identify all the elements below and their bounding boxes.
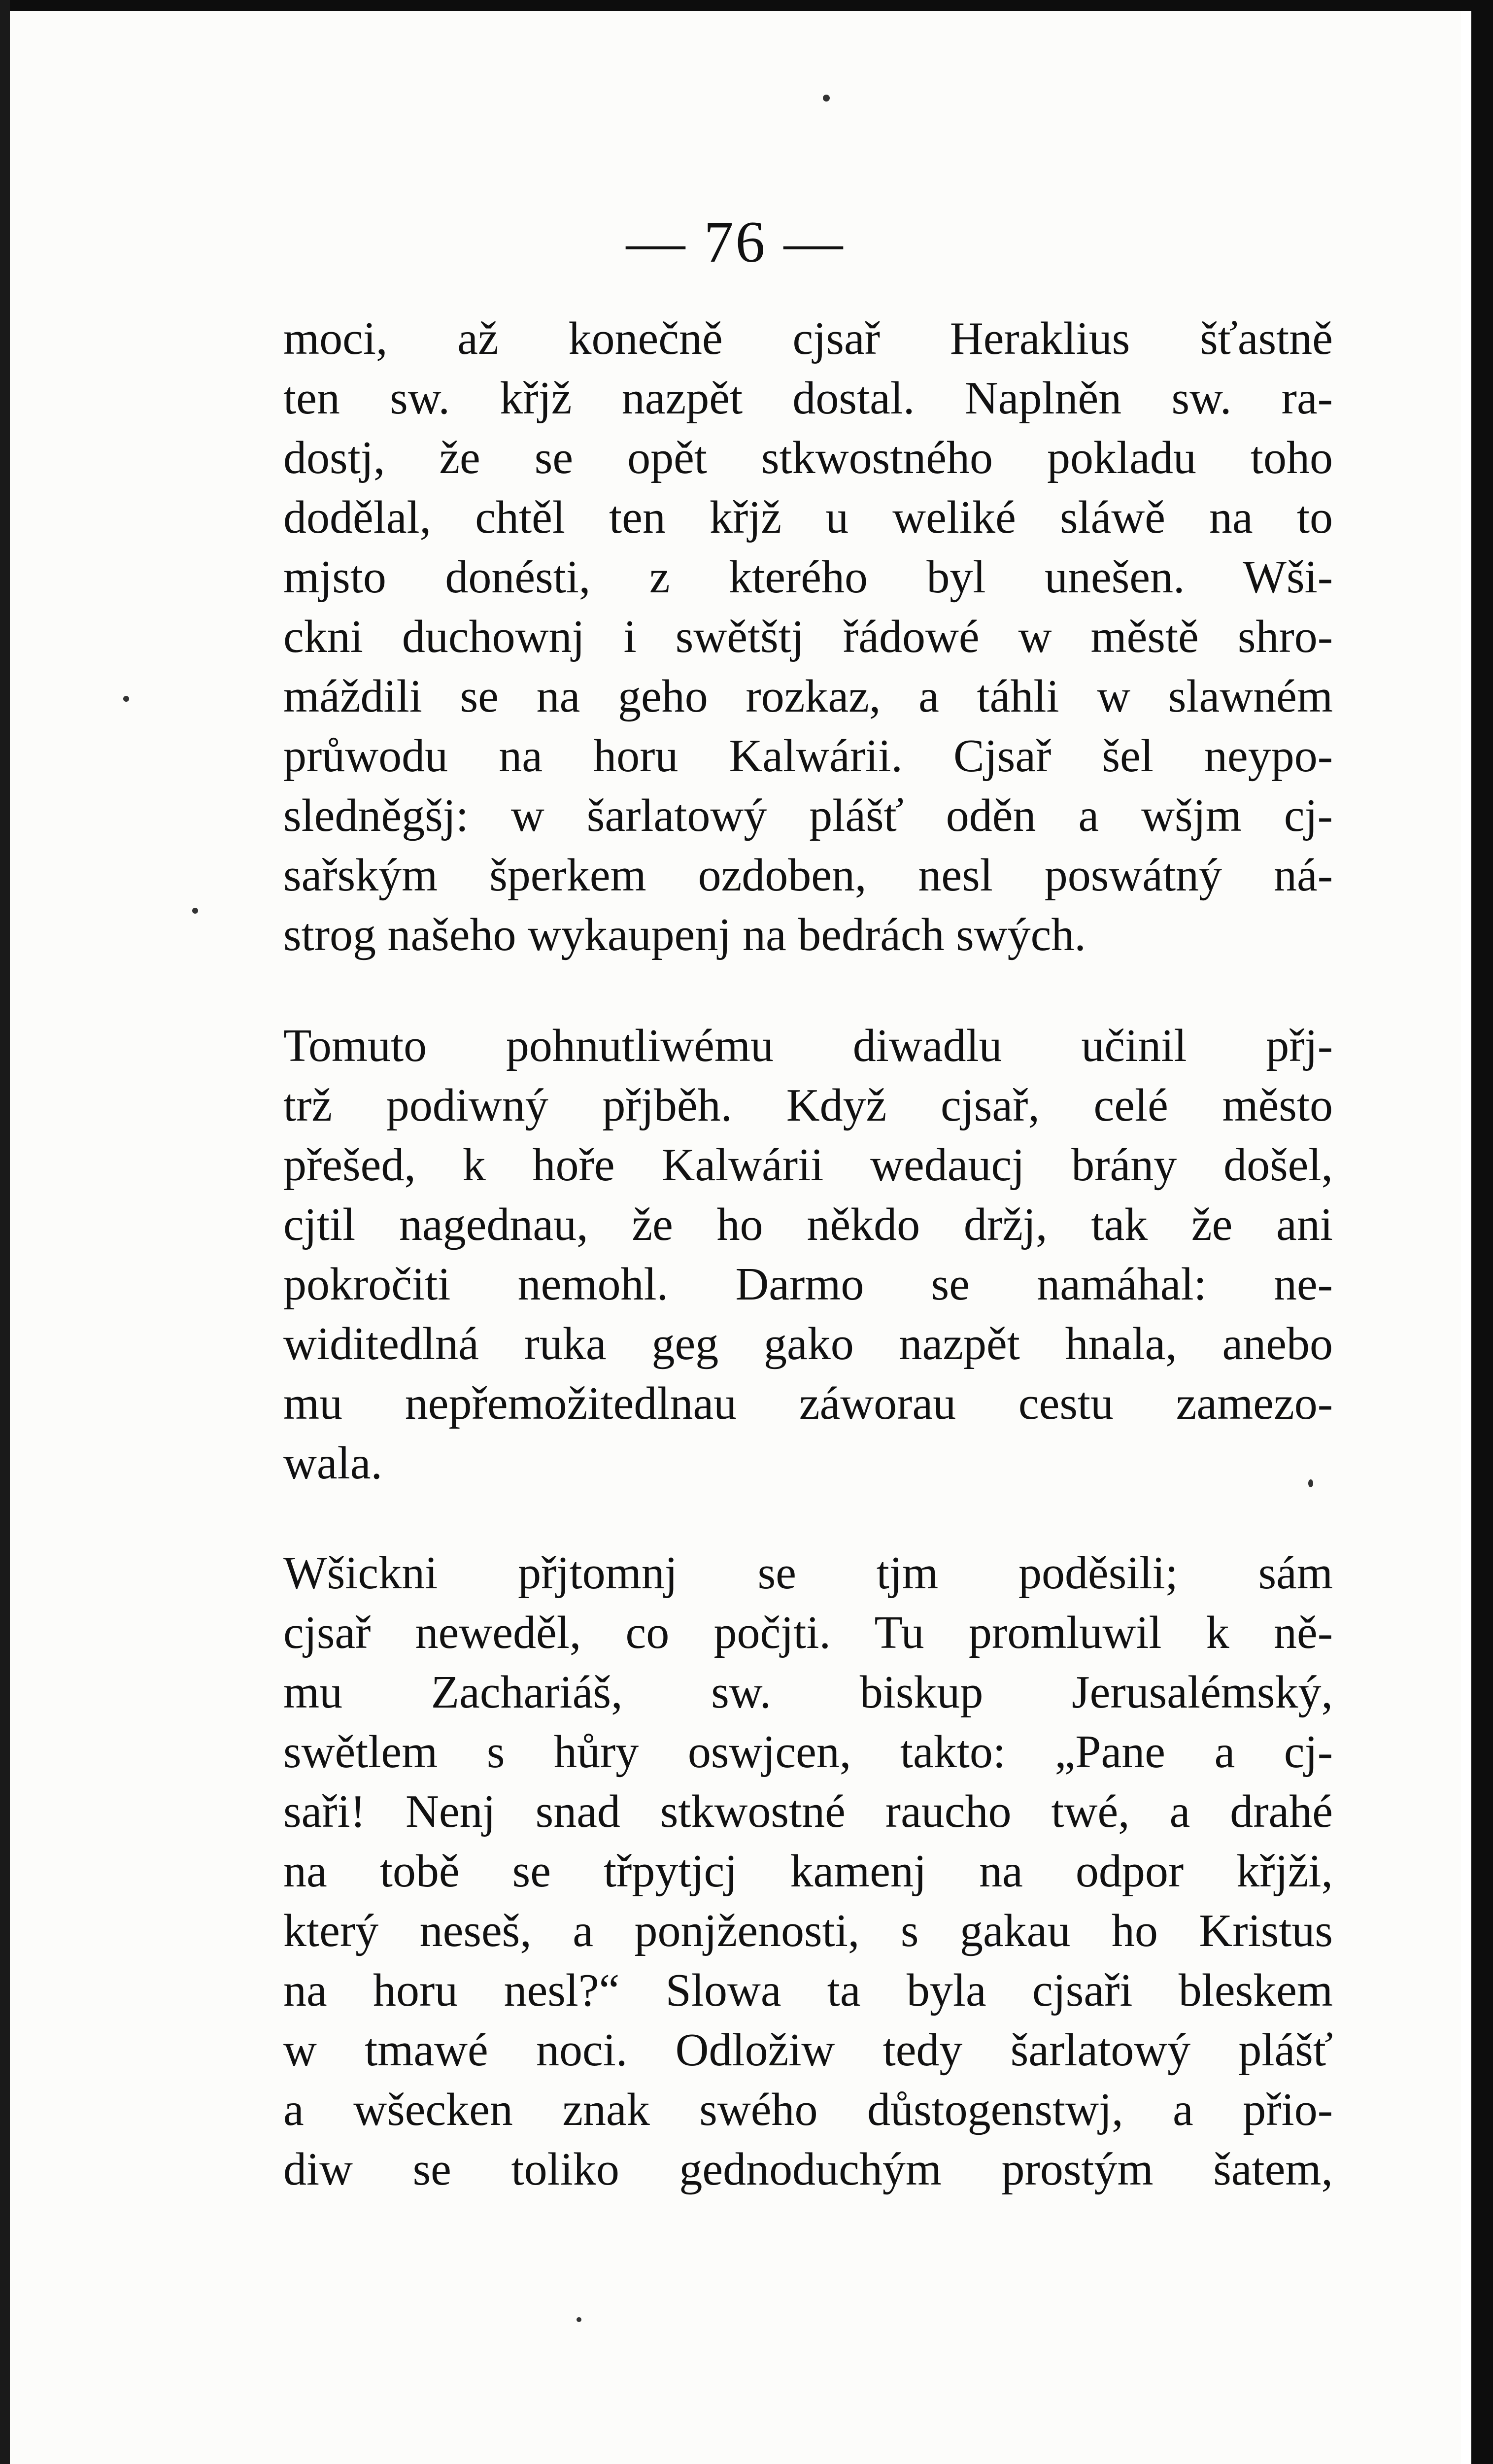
paragraph-3 — [283, 1543, 1333, 2199]
scan-speck — [1308, 1479, 1313, 1487]
text-line: saři! Nenj snad stkwostné raucho twé, a drahé — [283, 1786, 1333, 1837]
text-line: pokročiti nemohl. Darmo se namáhal: ne- — [283, 1259, 1333, 1310]
scan-speck — [823, 95, 830, 102]
text-line: cjtil nagednau, že ho někdo držj, tak že ani — [283, 1199, 1333, 1250]
scan-speck — [577, 2317, 581, 2322]
paragraph-1 — [283, 309, 1333, 965]
text-line: diw se toliko gednoduchým prostým šatem, — [283, 2144, 1333, 2195]
book-page — [10, 11, 1461, 2464]
text-line: průwodu na horu Kalwárii. Cjsař šel neypo- — [283, 730, 1333, 782]
text-line: dodělal, chtěl ten křjž u weliké sláwě na to — [283, 492, 1333, 543]
scan-border-top — [0, 0, 1493, 11]
text-line: w tmawé noci. Odložiw tedy šarlatowý plášť — [283, 2024, 1333, 2076]
text-line: wala. — [283, 1437, 382, 1489]
text-line: sledněgšj: w šarlatowý plášť oděn a wšjm cj- — [283, 790, 1333, 841]
text-line: mu nepřemožitedlnau záworau cestu zamezo- — [283, 1378, 1333, 1429]
text-line: dostj, že se opět stkwostného pokladu toho — [283, 432, 1333, 483]
text-line: máždili se na geho rozkaz, a táhli w slawném — [283, 671, 1333, 722]
text-line: ten sw. křjž nazpět dostal. Naplněn sw. ra- — [283, 373, 1333, 424]
text-line: a wšecken znak swého důstogenstwj, a přio- — [283, 2084, 1333, 2135]
text-line: widitedlná ruka geg gako nazpět hnala, anebo — [283, 1318, 1333, 1369]
text-line: přešed, k hoře Kalwárii wedaucj brány došel, — [283, 1139, 1333, 1191]
text-line: mjsto donésti, z kterého byl unešen. Wši- — [283, 551, 1333, 603]
text-line: na tobě se třpytjcj kamenj na odpor křjži, — [283, 1846, 1333, 1897]
text-line: swětlem s hůry oswjcen, takto: „Pane a cj- — [283, 1726, 1333, 1778]
text-line: strog našeho wykaupenj na bedrách swých. — [283, 909, 1086, 960]
page-number: — 76 — — [626, 209, 845, 274]
text-line: na horu nesl?“ Slowa ta byla cjsaři bleskem — [283, 1965, 1333, 2016]
text-line: cjsař neweděl, co počjti. Tu promluwil k ně- — [283, 1607, 1333, 1658]
text-line: sařským šperkem ozdoben, nesl poswátný ná- — [283, 850, 1333, 901]
text-line: moci, až konečně cjsař Heraklius šťastně — [283, 313, 1333, 364]
text-line: trž podiwný přjběh. Když cjsař, celé město — [283, 1080, 1333, 1131]
paragraph-2 — [283, 1016, 1333, 1493]
text-line: Wšickni přjtomnj se tjm poděsili; sám — [283, 1547, 1333, 1599]
text-line: mu Zachariáš, sw. biskup Jerusalémský, — [283, 1667, 1333, 1718]
text-line: ckni duchownj i swětštj řádowé w městě shro- — [283, 611, 1333, 662]
scan-border-right — [1471, 0, 1493, 2464]
text-line: Tomuto pohnutliwému diwadlu učinil přj- — [283, 1020, 1333, 1071]
scan-border-left — [0, 0, 10, 2464]
text-line: který neseš, a ponjženosti, s gakau ho Kristus — [283, 1905, 1333, 1956]
scan-speck — [123, 696, 129, 702]
scan-speck — [192, 908, 198, 914]
